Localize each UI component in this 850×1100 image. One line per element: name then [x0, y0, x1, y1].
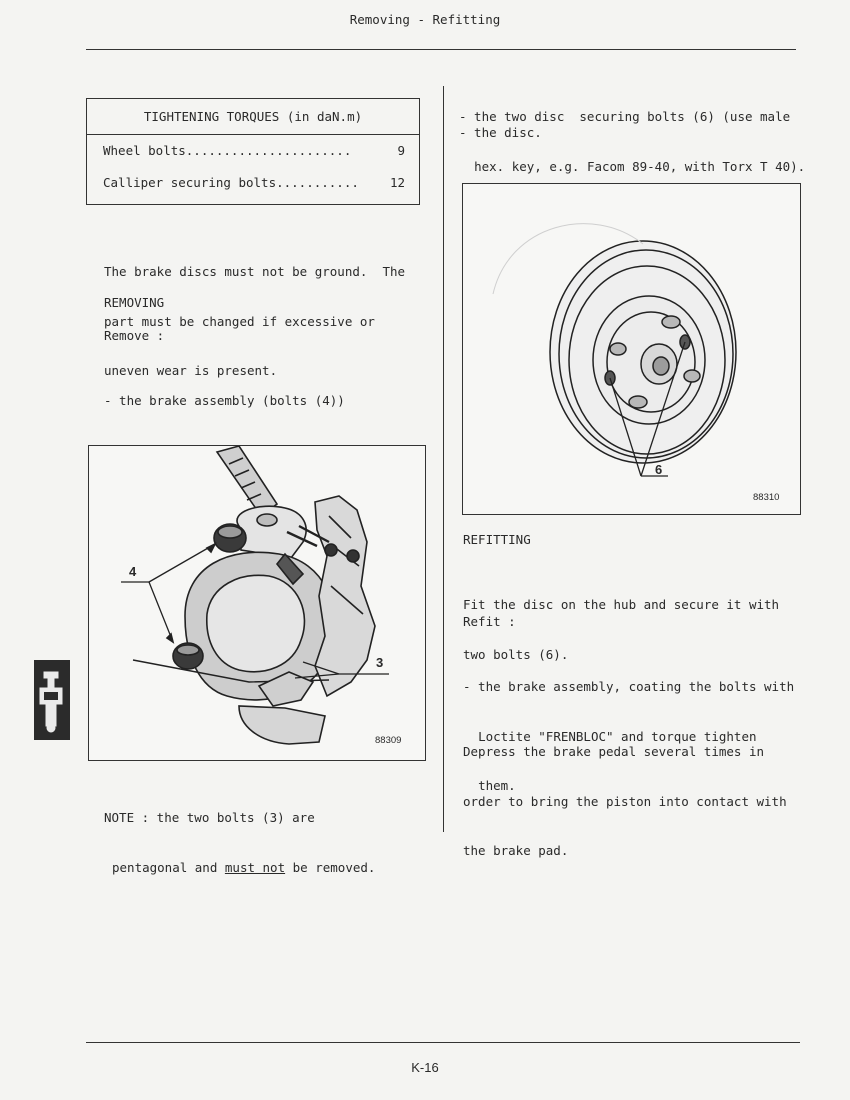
final-line: Depress the brake pedal several times in	[463, 744, 765, 759]
torque-row-label: Calliper securing bolts...........	[103, 175, 359, 190]
refit-label: Refit :	[463, 614, 516, 629]
torque-row-value: 9	[397, 143, 405, 158]
callout-3: 3	[376, 655, 384, 670]
refit-intro-line: Fit the disc on the hub and secure it with	[463, 597, 780, 612]
brake-tab-icon	[34, 660, 70, 740]
step-line: - the brake assembly (bolts (4))	[104, 393, 345, 408]
torque-table-separator	[87, 134, 419, 135]
figure-code: 88310	[753, 492, 780, 503]
note-line	[104, 860, 375, 877]
refit-intro-line: two bolts (6).	[463, 646, 569, 662]
torque-row-value: 12	[389, 175, 405, 190]
step-line: hex. key, e.g. Facom 89-40, with Torx T 40).	[459, 158, 806, 174]
callout-4: 4	[129, 564, 137, 579]
refitting-heading: REFITTING	[463, 532, 531, 547]
intro-line: part must be changed if excessive or	[104, 313, 375, 329]
torque-table	[86, 98, 420, 205]
step-line: - the two disc securing bolts (6) (use male	[459, 109, 791, 124]
note-text: be removed.	[285, 859, 376, 875]
note-line: NOTE : the two bolts (3) are	[104, 810, 315, 825]
note-emphasis: must not	[224, 859, 286, 875]
step-line: Loctite "FRENBLOC" and torque tighten	[463, 728, 757, 744]
intro-line: The brake discs must not be ground. The	[104, 264, 406, 279]
callout-6: 6	[655, 462, 663, 477]
figure-brake-calliper	[88, 445, 426, 761]
step-line: - the brake assembly, coating the bolts with	[463, 679, 795, 694]
footer-rule	[86, 1042, 800, 1043]
torque-row-label: Wheel bolts......................	[103, 143, 352, 158]
brake-calliper-illustration	[89, 446, 427, 762]
section-tab-icon	[34, 660, 70, 740]
step-line: them.	[463, 778, 516, 793]
torque-row	[103, 143, 405, 158]
intro-line: uneven wear is present.	[104, 363, 278, 378]
torque-row	[103, 175, 405, 190]
final-instruction	[463, 711, 787, 876]
note-text: pentagonal and	[112, 859, 225, 875]
removing-heading: REMOVING	[104, 295, 165, 310]
remove-step-disc: - the disc.	[459, 125, 542, 140]
figure-brake-disc	[462, 183, 801, 515]
page-number: K-16	[411, 1060, 439, 1075]
brake-disc-illustration	[463, 184, 802, 516]
torque-table-title: TIGHTENING TORQUES (in daN.m)	[143, 109, 363, 124]
final-line: the brake pad.	[463, 843, 569, 858]
column-divider	[443, 86, 444, 832]
final-line: order to bring the piston into contact with	[463, 793, 787, 809]
page-title: Removing - Refitting	[349, 12, 501, 27]
note	[104, 777, 375, 893]
header-rule	[86, 49, 796, 50]
remove-label: Remove :	[104, 328, 165, 343]
figure-code: 88309	[375, 735, 402, 746]
